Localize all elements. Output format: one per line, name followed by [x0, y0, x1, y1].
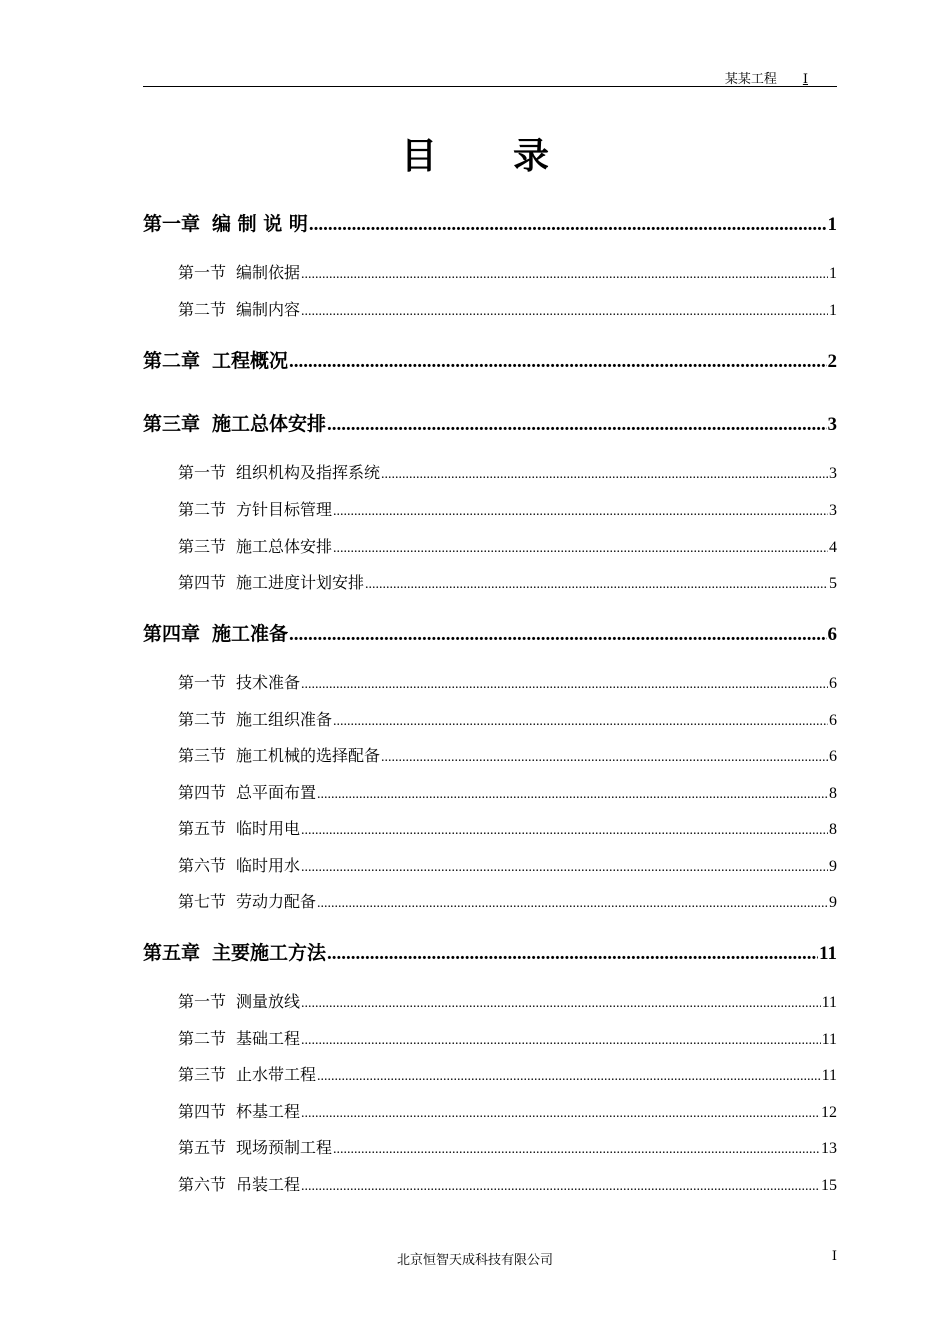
toc-entry-label — [143, 209, 308, 236]
toc-entry-number: 第四节 — [178, 573, 227, 592]
toc-entry-title: 吊装工程 — [236, 1175, 301, 1194]
toc-chapter-entry[interactable] — [143, 209, 837, 236]
toc-entry-number: 第一节 — [178, 263, 227, 282]
toc-entry-title: 止水带工程 — [236, 1065, 317, 1084]
toc-section-entry[interactable] — [143, 497, 837, 520]
toc-entry-page: 15 — [821, 1177, 837, 1194]
toc-entry-title: 编制内容 — [236, 300, 301, 319]
toc-section-entry[interactable] — [143, 989, 837, 1012]
toc-entry-page: 6 — [829, 675, 837, 692]
toc-entry-page: 11 — [821, 994, 837, 1011]
toc-entry-label — [178, 534, 332, 557]
toc-entry-title: 施工总体安排 — [236, 537, 333, 556]
toc-entry-label — [143, 938, 326, 965]
toc-entry-page: 1 — [827, 214, 837, 235]
toc-entry-label — [178, 670, 300, 693]
toc-entry-title: 施工准备 — [212, 623, 289, 645]
toc-entry-title: 方针目标管理 — [236, 500, 333, 519]
toc-entry-title: 施工组织准备 — [236, 710, 333, 729]
toc-leader-dots — [327, 943, 818, 965]
header-page-number: I — [802, 72, 808, 87]
toc-entry-label — [178, 1172, 300, 1195]
toc-entry-title: 组织机构及指挥系统 — [236, 463, 381, 482]
toc-entry-label — [178, 260, 300, 283]
toc-entry-number: 第六节 — [178, 1175, 227, 1194]
toc-section-entry[interactable] — [143, 853, 837, 876]
footer-page-number: I — [831, 1249, 837, 1264]
toc-entry-label — [178, 460, 380, 483]
toc-leader-dots — [333, 714, 828, 730]
toc-leader-dots — [381, 750, 828, 766]
toc-entry-number: 第四节 — [178, 783, 227, 802]
toc-leader-dots — [301, 1033, 821, 1049]
toc-entry-label — [178, 780, 316, 803]
toc-entry-label — [178, 743, 380, 766]
header-title: 某某工程 — [724, 72, 777, 87]
toc-entry-page: 8 — [829, 821, 837, 838]
toc-entry-title: 现场预制工程 — [236, 1138, 333, 1157]
toc-leader-dots — [327, 414, 826, 436]
toc-leader-dots — [301, 1106, 820, 1122]
toc-entry-label — [143, 346, 288, 373]
toc-entry-page: 1 — [829, 302, 837, 319]
toc-leader-dots — [317, 787, 828, 803]
toc-leader-dots — [289, 624, 826, 646]
toc-leader-dots — [301, 1179, 820, 1195]
toc-section-entry[interactable] — [143, 570, 837, 593]
toc-entry-page: 4 — [829, 539, 837, 556]
page-title: 目录 — [400, 136, 625, 177]
toc-entry-label — [143, 619, 288, 646]
toc-section-entry[interactable] — [143, 889, 837, 912]
toc-entry-number: 第三节 — [178, 1065, 227, 1084]
toc-entry-title: 测量放线 — [236, 992, 301, 1011]
toc-section-entry[interactable] — [143, 1172, 837, 1195]
header-rule — [143, 86, 837, 87]
toc-section-entry[interactable] — [143, 707, 837, 730]
toc-leader-dots — [301, 996, 821, 1012]
toc-entry-label — [178, 853, 300, 876]
toc-entry-page: 11 — [821, 1031, 837, 1048]
toc-entry-page: 9 — [829, 858, 837, 875]
toc-section-entry[interactable] — [143, 1135, 837, 1158]
toc-entry-label — [178, 497, 332, 520]
footer-company: 北京恒智天成科技有限公司 — [396, 1253, 553, 1268]
toc-chapter-entry[interactable] — [143, 409, 837, 436]
toc-section-entry[interactable] — [143, 460, 837, 483]
toc-entry-title: 基础工程 — [236, 1029, 301, 1048]
toc-entry-title: 杯基工程 — [236, 1102, 301, 1121]
toc-entry-page: 1 — [829, 265, 837, 282]
toc-leader-dots — [301, 823, 828, 839]
toc-leader-dots — [309, 214, 827, 236]
toc-entry-page: 12 — [821, 1104, 837, 1121]
toc-entry-label — [178, 889, 316, 912]
toc-entry-number: 第二章 — [143, 350, 201, 372]
toc-entry-label — [143, 409, 326, 436]
page-header — [725, 68, 808, 87]
toc-section-entry[interactable] — [143, 780, 837, 803]
toc-leader-dots — [301, 304, 828, 320]
toc-entry-label — [178, 297, 300, 320]
toc-entry-page: 13 — [821, 1140, 837, 1157]
toc-entry-page: 3 — [829, 502, 837, 519]
toc-entry-page: 3 — [829, 465, 837, 482]
toc-section-entry[interactable] — [143, 534, 837, 557]
toc-entry-label — [178, 570, 364, 593]
toc-entry-number: 第四章 — [143, 623, 201, 645]
toc-leader-dots — [333, 1142, 820, 1158]
toc-entry-label — [178, 707, 332, 730]
toc-entry-page: 11 — [819, 943, 837, 964]
toc-entry-title: 施工总体安排 — [212, 413, 327, 435]
toc-entry-number: 第二节 — [178, 300, 227, 319]
toc-entry-page: 6 — [829, 712, 837, 729]
toc-entry-page: 9 — [829, 894, 837, 911]
toc-entry-title: 劳动力配备 — [236, 892, 317, 911]
toc-chapter-entry[interactable] — [143, 346, 837, 373]
toc-leader-dots — [289, 351, 826, 373]
toc-entry-title: 临时用水 — [236, 856, 301, 875]
toc-entry-title: 编制依据 — [236, 263, 301, 282]
toc-entry-number: 第七节 — [178, 892, 227, 911]
toc-entry-number: 第一节 — [178, 463, 227, 482]
toc-entry-number: 第五节 — [178, 1138, 227, 1157]
toc-leader-dots — [333, 541, 828, 557]
toc-entry-number: 第六节 — [178, 856, 227, 875]
toc-entry-label — [178, 1135, 332, 1158]
toc-entry-number: 第二节 — [178, 500, 227, 519]
toc-entry-title: 技术准备 — [236, 673, 301, 692]
toc-entry-title: 编 制 说 明 — [212, 213, 308, 235]
toc-entry-title: 施工进度计划安排 — [236, 573, 365, 592]
toc-entry-page: 8 — [829, 785, 837, 802]
toc-entry-number: 第一节 — [178, 673, 227, 692]
toc-section-entry[interactable] — [143, 670, 837, 693]
toc-chapter-entry[interactable] — [143, 938, 837, 965]
toc-entry-page: 2 — [827, 351, 837, 372]
toc-chapter-entry[interactable] — [143, 619, 837, 646]
toc-entry-number: 第一节 — [178, 992, 227, 1011]
toc-entry-number: 第三节 — [178, 537, 227, 556]
toc-section-entry[interactable] — [143, 1099, 837, 1122]
toc-entry-title: 临时用电 — [236, 819, 301, 838]
toc-entry-page: 6 — [829, 748, 837, 765]
toc-leader-dots — [301, 860, 828, 876]
toc-entry-number: 第五章 — [143, 942, 201, 964]
toc-section-entry[interactable] — [143, 297, 837, 320]
toc-leader-dots — [317, 1069, 821, 1085]
toc-entry-title: 工程概况 — [212, 350, 289, 372]
toc-leader-dots — [301, 267, 828, 283]
toc-entry-number: 第四节 — [178, 1102, 227, 1121]
toc-entry-label — [178, 1062, 316, 1085]
toc-entry-number: 第三节 — [178, 746, 227, 765]
toc-entry-page: 6 — [827, 624, 837, 645]
toc-section-entry[interactable] — [143, 1026, 837, 1049]
toc-leader-dots — [301, 677, 828, 693]
toc-entry-number: 第二节 — [178, 1029, 227, 1048]
toc-entry-number: 第三章 — [143, 413, 201, 435]
toc-entry-page: 5 — [829, 575, 837, 592]
toc-entry-label — [178, 989, 300, 1012]
toc-section-entry[interactable] — [143, 1062, 837, 1085]
toc-section-entry[interactable] — [143, 816, 837, 839]
toc-leader-dots — [333, 504, 828, 520]
toc-entry-number: 第二节 — [178, 710, 227, 729]
toc-leader-dots — [317, 896, 828, 912]
toc-entry-number: 第五节 — [178, 819, 227, 838]
toc-entry-title: 主要施工方法 — [212, 942, 327, 964]
toc-entry-title: 总平面布置 — [236, 783, 317, 802]
toc-entry-label — [178, 816, 300, 839]
toc-leader-dots — [381, 467, 828, 483]
toc-entry-page: 11 — [821, 1067, 837, 1084]
toc-leader-dots — [365, 577, 828, 593]
toc-entry-label — [178, 1099, 300, 1122]
toc-entry-number: 第一章 — [143, 213, 201, 235]
toc-entry-page: 3 — [827, 414, 837, 435]
toc-entry-title: 施工机械的选择配备 — [236, 746, 381, 765]
toc-entry-label — [178, 1026, 300, 1049]
toc-section-entry[interactable] — [143, 743, 837, 766]
toc-section-entry[interactable] — [143, 260, 837, 283]
